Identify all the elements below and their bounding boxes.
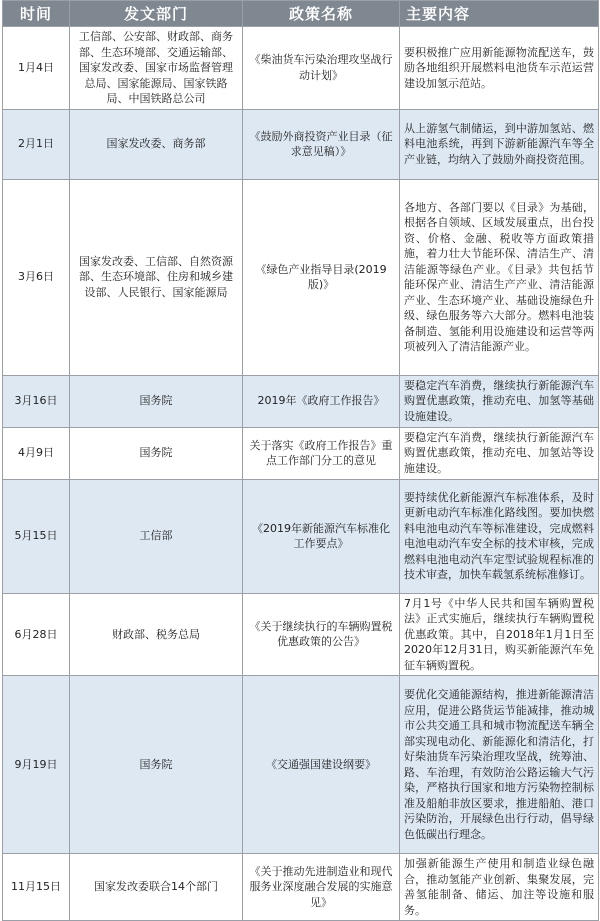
table-row [3, 593, 599, 676]
cell-policy-name: 关于落实《政府工作报告》重点工作部门分工的意见 [243, 427, 400, 479]
table-row [3, 109, 599, 179]
header-department: 发文部门 [70, 1, 243, 27]
cell-content: 7月1号《中华人民共和国车辆购置税法》正式实施后，继续执行车辆购置税优惠政策。其中，自2018年1月1日至2020年12月31日，购买新能源汽车免征车辆购置税。 [400, 593, 599, 676]
cell-department: 国家发改委、商务部 [70, 109, 243, 179]
table-row [3, 479, 599, 593]
cell-date: 3月6日 [3, 179, 70, 375]
cell-policy-name: 《绿色产业指导目录(2019版)》 [243, 179, 400, 375]
cell-department: 国务院 [70, 375, 243, 427]
cell-date: 11月15日 [3, 854, 70, 921]
cell-department: 工信部 [70, 479, 243, 593]
cell-content: 要持续优化新能源汽车标准体系，及时更新电动汽车标准化路线图。要加快燃料电池电动汽车等标准建设，完成燃料电池电动汽车安全标的技术审核，完成燃料电池电动汽车定型试验规程标准的技术审查，加快车载氢系统标准修订。 [400, 479, 599, 593]
cell-policy-name: 《鼓励外商投资产业目录（征求意见稿）》 [243, 109, 400, 179]
cell-content: 要优化交通能源结构，推进新能源清洁应用，促进公路货运节能减排，推动城市公共交通工具和城市物流配送车辆全部实现电动化、新能源化和清洁化，打好柴油货车污染治理攻坚战，统筹油、路、车治理，有效防治公路运输大气污染，严格执行国家和地方污染物控制标准及船舶非放区要求，推进船舶、港口污染防治，开展绿色出行行动，倡导绿色低碳出行理念。 [400, 676, 599, 854]
cell-content: 要积极推广应用新能源物流配送车，鼓励各地组织开展燃料电池货车示范运营建设加氢示范站。 [400, 27, 599, 110]
cell-date: 2月1日 [3, 109, 70, 179]
header-content: 主要内容 [400, 1, 599, 27]
cell-department: 国务院 [70, 676, 243, 854]
table-row [3, 854, 599, 921]
table-row [3, 27, 599, 110]
cell-content: 要稳定汽车消费，继续执行新能源汽车购置优惠政策，推动充电、加氢站等设施建设。 [400, 427, 599, 479]
table-header-row [3, 1, 599, 27]
cell-date: 4月9日 [3, 427, 70, 479]
cell-department: 国家发改委联合14个部门 [70, 854, 243, 921]
cell-date: 3月16日 [3, 375, 70, 427]
header-date: 时间 [3, 1, 70, 27]
cell-policy-name: 《柴油货车污染治理攻坚战行动计划》 [243, 27, 400, 110]
cell-department: 财政部、税务总局 [70, 593, 243, 676]
cell-date: 9月19日 [3, 676, 70, 854]
cell-date: 6月28日 [3, 593, 70, 676]
cell-policy-name: 《关于推动先进制造业和现代服务业深度融合发展的实施意见》 [243, 854, 400, 921]
cell-policy-name: 《关于继续执行的车辆购置税优惠政策的公告》 [243, 593, 400, 676]
cell-date: 5月15日 [3, 479, 70, 593]
cell-policy-name: 2019年《政府工作报告》 [243, 375, 400, 427]
cell-content: 加强新能源生产使用和制造业绿色融合，推动氢能产业创新、集聚发展，完善氢能制备、储运、加注等设施和服务。 [400, 854, 599, 921]
cell-department: 国务院 [70, 427, 243, 479]
table-row [3, 179, 599, 375]
table-row [3, 676, 599, 854]
policy-table [2, 0, 599, 921]
cell-content: 要稳定汽车消费，继续执行新能源汽车购置优惠政策，推动充电、加氢等基础设施建设。 [400, 375, 599, 427]
cell-date: 1月4日 [3, 27, 70, 110]
cell-department: 国家发改委、工信部、自然资源部、生态环境部、住房和城乡建设部、人民银行、国家能源局 [70, 179, 243, 375]
cell-policy-name: 《2019年新能源汽车标准化工作要点》 [243, 479, 400, 593]
cell-policy-name: 《交通强国建设纲要》 [243, 676, 400, 854]
cell-content: 各地方、各部门要以《目录》为基础，根据各自领域、区域发展重点，出台投资、价格、金融、税收等方面政策措施，着力壮大节能环保、清洁生产、清洁能源等绿色产业。《目录》共包括节能环保产业、清洁生产产业、清洁能源产业、生态环境产业、基础设施绿色升级、绿色服务等六大部分。燃料电池装备制造、氢能利用设施建设和运营等两项被列入了清洁能源产业。 [400, 179, 599, 375]
cell-content: 从上游氢气制储运，到中游加氢站、燃料电池系统，再到下游新能源汽车等全产业链，均纳入了鼓励外商投资范围。 [400, 109, 599, 179]
cell-department: 工信部、公安部、财政部、商务部、生态环境部、交通运输部、国家发改委、国家市场监督管理总局、国家能源局、国家铁路局、中国铁路总公司 [70, 27, 243, 110]
header-policy-name: 政策名称 [243, 1, 400, 27]
table-row [3, 427, 599, 479]
table-row [3, 375, 599, 427]
